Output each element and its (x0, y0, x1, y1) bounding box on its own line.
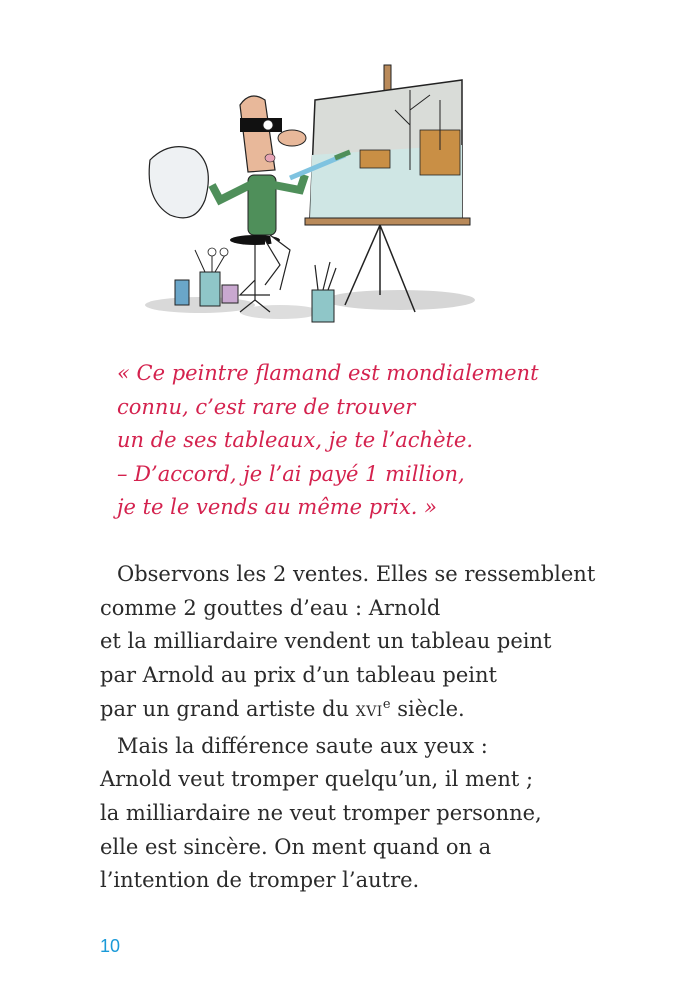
century-superscript: e (382, 696, 391, 712)
paragraph-line: l’intention de tromper l’autre. (100, 868, 420, 893)
page-number: 10 (100, 936, 121, 956)
masked-painter-icon (140, 50, 500, 340)
painter-illustration (140, 50, 500, 340)
text-fragment: par un grand artiste du (100, 696, 356, 721)
paragraph-line (100, 693, 595, 730)
body-text (100, 558, 595, 898)
quote-line: – D’accord, je l’ai payé 1 million, (117, 461, 465, 486)
paragraph-line: par Arnold au prix d’un tableau peint (100, 663, 497, 688)
paragraph-line: la milliardaire ne veut tromper personne, (100, 800, 542, 825)
century-numeral: XVI (355, 703, 383, 720)
paragraph-line: et la milliardaire vendent un tableau peint (100, 629, 552, 654)
quote-line: « Ce peintre flamand est mondialement (117, 361, 539, 385)
paragraph-line: Mais la différence saute aux yeux : (117, 733, 488, 758)
paragraph-line: comme 2 gouttes d’eau : Arnold (100, 595, 441, 620)
paragraph-line: elle est sincère. On ment quand on a (100, 834, 492, 859)
quote-line: connu, c’est rare de trouver (117, 394, 416, 419)
text-fragment: siècle. (390, 696, 465, 721)
quote-line: un de ses tableaux, je te l’achète. (117, 428, 474, 452)
quote-line: je te le vends au même prix. » (117, 495, 438, 519)
paragraph-line: Arnold veut tromper quelqu’un, il ment ; (100, 767, 534, 792)
dialogue-quote (117, 357, 539, 525)
paragraph-line: Observons les 2 ventes. Elles se ressemblent (117, 562, 596, 586)
